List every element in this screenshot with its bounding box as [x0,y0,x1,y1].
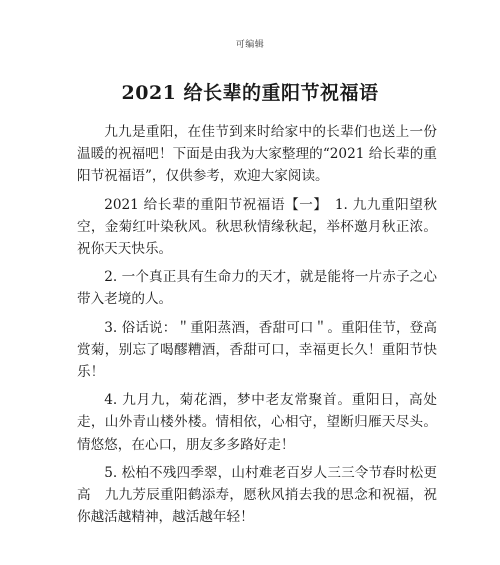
greeting-paragraph-3: 3. 俗话说：＂重阳蒸酒，香甜可口＂。重阳佳节，登高赏菊，别忘了喝醪糟酒，香甜可口，幸福更长久！重阳节快乐！ [77,319,437,381]
intro-paragraph: 九九是重阳，在佳节到来时给家中的长辈们也送上一份温暖的祝福吧！下面是由我为大家整理的“2021 给长辈的重阳节祝福语”，仅供参考，欢迎大家阅读。 [77,124,437,185]
greeting-paragraph-1: 2021 给长辈的重阳节祝福语【一】 1. 九九重阳望秋空，金菊红叶染秋风。秋思秋情缘秋起，举杯邀月秋正浓。祝你天天快乐。 [77,196,437,258]
greeting-paragraph-5: 5. 松柏不残四季翠，山村难老百岁人三三令节春时松更高 九九芳辰重阳鹤添寿，愿秋风捎去我的思念和祝福，祝你越活越精神，越活越年轻！ [77,464,437,526]
document-body [77,121,437,534]
greeting-paragraph-2: 2. 一个真正具有生命力的天才，就是能将一片赤子之心带入老境的人。 [77,269,437,308]
document-title: 2021 给长辈的重阳节祝福语 [121,82,379,104]
greeting-paragraph-4: 4. 九月九，菊花酒，梦中老友常聚首。重阳日，高处走，山外青山楼外楼。情相依，心相守，望断归雁天尽头。情悠悠，在心口，朋友多多路好走！ [77,392,437,453]
editable-tag: 可编辑 [235,40,265,50]
